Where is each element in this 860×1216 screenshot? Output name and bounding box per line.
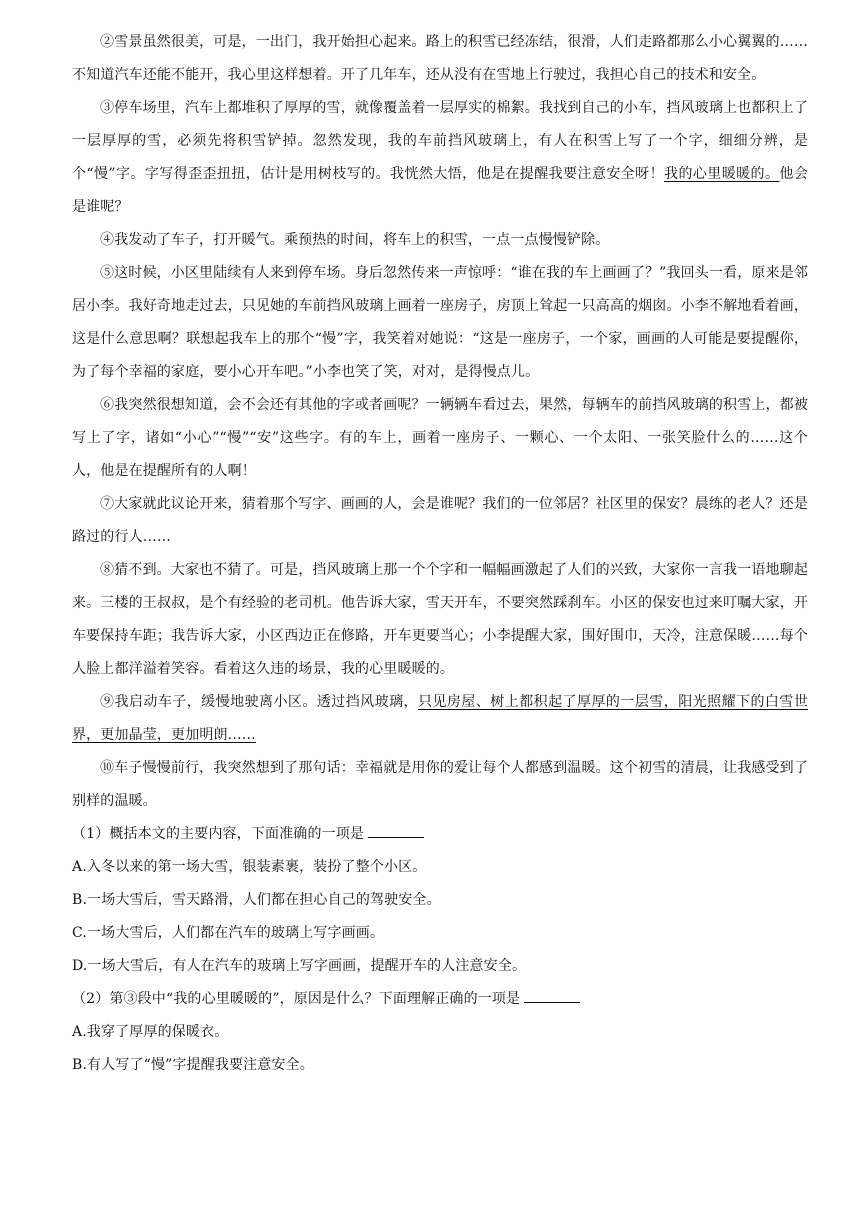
option-b: B.有人写了“慢”字提醒我要注意安全。 bbox=[72, 1057, 314, 1073]
option-c: C.一场大雪后，人们都在汽车的玻璃上写字画画。 bbox=[72, 925, 385, 941]
paragraph-7 bbox=[72, 488, 808, 554]
paragraph-8 bbox=[72, 554, 808, 686]
paragraph-5 bbox=[72, 257, 808, 389]
option-a: A.入冬以来的第一场大雪，银装素裹，装扮了整个小区。 bbox=[72, 859, 427, 875]
paragraph-text: ⑤这时候，小区里陆续有人来到停车场。身后忽然传来一声惊呼：“谁在我的车上画画了？”我回头一看，原来是邻居小李。我好奇地走过去，只见她的车前挡风玻璃上画着一座房子，房顶上耸起一只高高的烟囱。小李不解地看着画，这是什么意思啊？联想起我车上的那个“慢”字，我笑着对她说：“这是一座房子，一个家，画画的人可能是要提醒你，为了每个幸福的家庭，要小心开车吧。”小李也笑了笑，对对，是得慢点儿。 bbox=[72, 265, 808, 380]
option-d: D.一场大雪后，有人在汽车的玻璃上写字画画，提醒开车的人注意安全。 bbox=[72, 958, 527, 974]
question-2 bbox=[72, 983, 808, 1082]
exam-page bbox=[72, 26, 808, 1082]
paragraph-2 bbox=[72, 26, 808, 92]
paragraph-text: ⑥我突然很想知道，会不会还有其他的字或者画呢？一辆辆车看过去，果然，每辆车的前挡风玻璃的积雪上，都被写上了字，诸如“小心”“慢”“安”这些字。有的车上，画着一座房子、一颗心、一个太阳、一张笑脸什么的……这个人，他是在提醒所有的人啊！ bbox=[72, 397, 808, 479]
paragraph-text: 他会是谁呢？ bbox=[72, 166, 808, 215]
question-title: （2）第③段中“我的心里暖暖的”，原因是什么？下面理解正确的一项是 bbox=[72, 983, 808, 1016]
paragraph-text: ③停车场里，汽车上都堆积了厚厚的雪，就像覆盖着一层厚实的棉絮。我找到自己的小车，挡风玻璃上也都积上了一层厚厚的雪，必须先将积雪铲掉。忽然发现，我的车前挡风玻璃上，有人在积雪上写了一个字，细细分辨，是个“慢”字。字写得歪歪扭扭，估计是用树枝写的。我恍然大悟，他是在提醒我要注意安全呀！ bbox=[72, 100, 808, 182]
paragraph-3 bbox=[72, 92, 808, 224]
underlined-sentence: 只见房屋、树上都积起了厚厚的一层雪，阳光照耀下的白雪世界，更加晶莹，更加明朗…… bbox=[72, 694, 808, 743]
paragraph-10 bbox=[72, 752, 808, 818]
option-a: A.我穿了厚厚的保暖衣。 bbox=[72, 1024, 229, 1040]
paragraph-9 bbox=[72, 686, 808, 752]
paragraph-text: ②雪景虽然很美，可是，一出门，我开始担心起来。路上的积雪已经冻结，很滑，人们走路都那么小心翼翼的……不知道汽车还能不能开，我心里这样想着。开了几年车，还从没有在雪地上行驶过，我担心自己的技术和安全。 bbox=[72, 34, 808, 83]
underlined-sentence: 我的心里暖暖的。 bbox=[664, 166, 780, 182]
paragraph-text: ⑩车子慢慢前行，我突然想到了那句话：幸福就是用你的爱让每个人都感到温暖。这个初雪的清晨，让我感受到了别样的温暖。 bbox=[72, 760, 808, 809]
answer-blank[interactable] bbox=[524, 984, 580, 1003]
answer-blank[interactable] bbox=[368, 819, 424, 838]
paragraph-text: ⑧猜不到。大家也不猜了。可是，挡风玻璃上那一个个字和一幅幅画激起了人们的兴致，大家你一言我一语地聊起来。三楼的王叔叔，是个有经验的老司机。他告诉大家，雪天开车，不要突然踩刹车。小区的保安也过来叮嘱大家，开车要保持车距；我告诉大家，小区西边正在修路，开车更要当心；小李提醒大家，围好围巾，天冷，注意保暖……每个人脸上都洋溢着笑容。看着这久违的场景，我的心里暖暖的。 bbox=[72, 562, 808, 677]
paragraph-6 bbox=[72, 389, 808, 488]
paragraph-text: ⑨我启动车子，缓慢地驶离小区。透过挡风玻璃， bbox=[100, 694, 419, 710]
paragraph-text: ⑦大家就此议论开来，猜着那个写字、画画的人，会是谁呢？我们的一位邻居？社区里的保安？晨练的老人？还是路过的行人…… bbox=[72, 496, 808, 545]
question-1 bbox=[72, 818, 808, 983]
paragraph-4 bbox=[72, 224, 808, 257]
paragraph-text: ④我发动了车子，打开暖气。乘预热的时间，将车上的积雪，一点一点慢慢铲除。 bbox=[100, 232, 610, 248]
question-title: （1）概括本文的主要内容，下面准确的一项是 bbox=[72, 818, 808, 851]
option-b: B.一场大雪后，雪天路滑，人们都在担心自己的驾驶安全。 bbox=[72, 892, 441, 908]
reading-passage bbox=[72, 26, 808, 818]
